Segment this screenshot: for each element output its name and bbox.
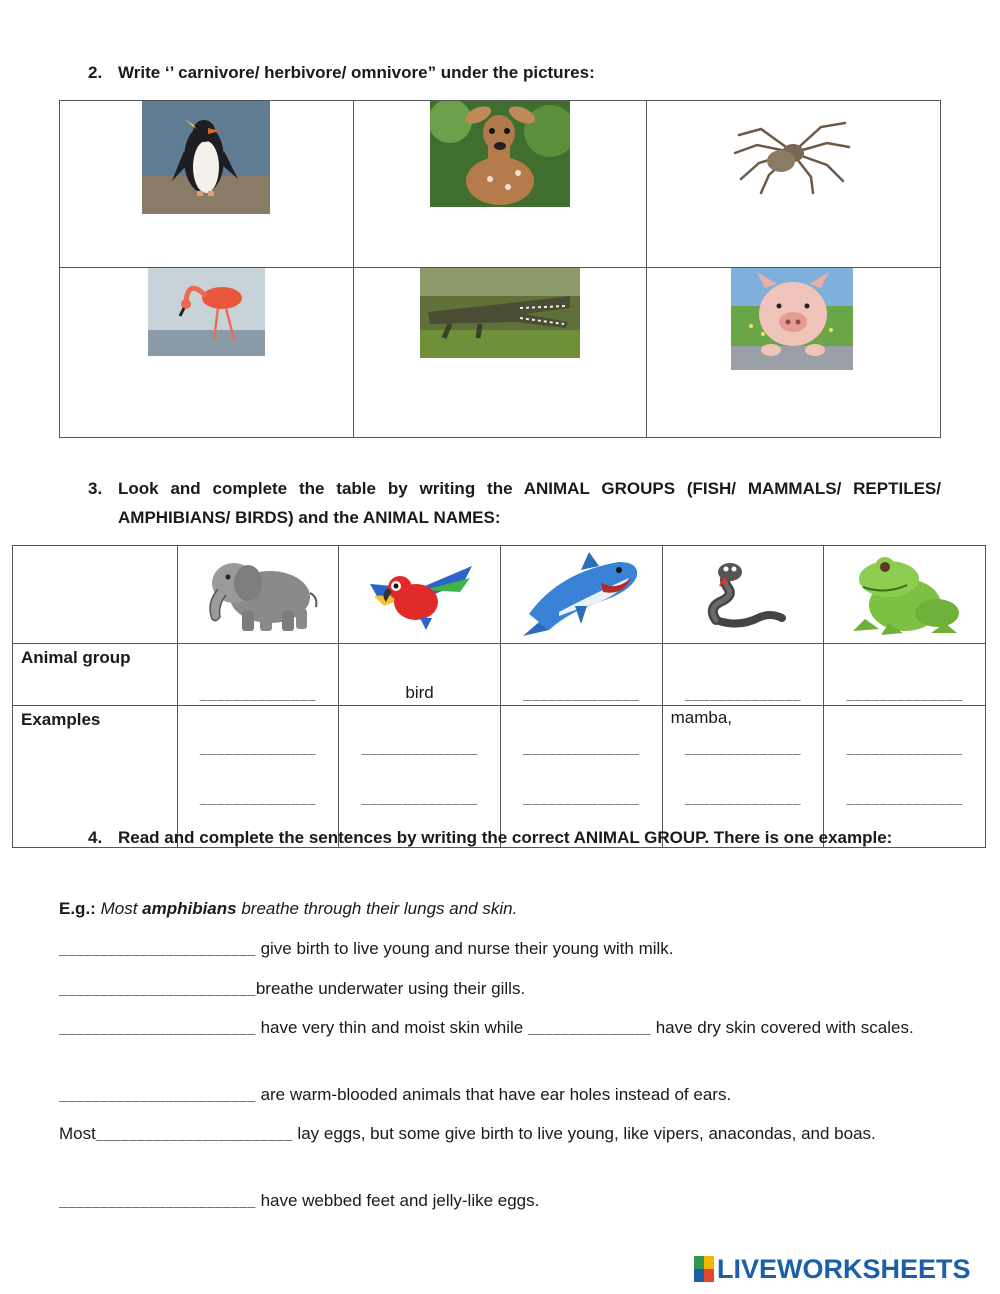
shark-icon: [519, 552, 643, 638]
liveworksheets-logo[interactable]: [694, 1252, 971, 1286]
animal-image-cell: [662, 546, 824, 644]
picture-cell[interactable]: [353, 101, 647, 268]
sentence-1: [59, 935, 941, 964]
sentence-3: [59, 1014, 941, 1043]
animal-image-cell: [500, 546, 662, 644]
question-text: Write ‘’ carnivore/ herbivore/ omnivore” under the pictures:: [118, 63, 595, 82]
animal-groups-table: [12, 545, 986, 848]
answer-blank[interactable]: ________________________: [59, 1089, 256, 1104]
animal-image-cell: [177, 546, 339, 644]
group-answer-cell[interactable]: [824, 644, 986, 706]
answer-blank[interactable]: ______________: [846, 688, 963, 703]
answer-blank[interactable]: ______________: [523, 742, 640, 757]
answer-blank[interactable]: ______________: [199, 792, 317, 807]
pig-picture: [731, 268, 853, 370]
group-answer-cell: [339, 644, 501, 706]
example-pre: Most: [100, 899, 143, 918]
row-label-examples: Examples: [13, 706, 178, 848]
animal-image-cell: [824, 546, 986, 644]
answer-blank[interactable]: ________________________: [59, 943, 256, 958]
sentence-4: [59, 1081, 941, 1110]
answer-blank[interactable]: ______________: [523, 688, 640, 703]
sentence-text: breathe underwater using their gills.: [255, 979, 526, 998]
sentence-text: Most: [59, 1124, 96, 1143]
answer-blank[interactable]: ________________________: [59, 1022, 256, 1037]
sentence-2: [59, 975, 941, 1004]
sentence-6: [59, 1187, 941, 1216]
picture-cell[interactable]: [60, 268, 354, 438]
crocodile-picture: [420, 268, 580, 358]
sentence-text: lay eggs, but some give birth to live young, like vipers, anacondas, and boas.: [292, 1124, 876, 1143]
answer-blank[interactable]: ______________: [523, 792, 640, 807]
group-answer-cell[interactable]: [177, 644, 339, 706]
question-number: 3.: [88, 479, 103, 498]
answer-blank[interactable]: ______________: [361, 742, 478, 757]
picture-cell[interactable]: [60, 101, 354, 268]
answer-blank[interactable]: ______________: [199, 688, 317, 703]
corner-cell: [13, 546, 178, 644]
flamingo-picture: [148, 268, 265, 356]
question-text: Read and complete the sentences by writing the correct ANIMAL GROUP. There is one example:: [118, 828, 893, 847]
picture-cell[interactable]: [647, 268, 941, 438]
group-example-value: bird: [405, 683, 434, 702]
group-answer-cell[interactable]: [662, 644, 824, 706]
frog-icon: [845, 553, 965, 637]
answer-blank[interactable]: ______________: [361, 792, 478, 807]
question-2-heading: [88, 58, 941, 87]
answer-blank[interactable]: ________________________: [95, 1128, 293, 1143]
example-label: E.g.:: [59, 899, 96, 918]
row-label-animal-group: Animal group: [13, 644, 178, 706]
question-3-heading: [88, 474, 941, 532]
example-answer: amphibians: [142, 899, 237, 918]
sentence-text: have webbed feet and jelly-like eggs.: [255, 1191, 540, 1210]
picture-cell[interactable]: [647, 101, 941, 268]
example-sentence: [59, 895, 941, 922]
answer-blank[interactable]: ________________________: [59, 1195, 256, 1210]
deer-picture: [430, 101, 570, 207]
brand-name: LIVEWORKSHEETS: [717, 1253, 971, 1284]
sentence-text: give birth to live young and nurse their young with milk.: [255, 939, 674, 958]
picture-cell[interactable]: [353, 268, 647, 438]
group-answer-cell[interactable]: [500, 644, 662, 706]
answer-blank[interactable]: ______________: [199, 742, 317, 757]
question-number: 2.: [88, 63, 103, 82]
answer-blank[interactable]: ______________: [846, 792, 963, 807]
sentence-text: are warm-blooded animals that have ear holes instead of ears.: [255, 1085, 732, 1104]
examples-prefill: mamba,: [670, 708, 733, 727]
answer-blank[interactable]: ______________: [684, 688, 802, 703]
question-number: 4.: [88, 828, 103, 847]
sentence-text: have dry skin covered with scales.: [651, 1018, 914, 1037]
snake-icon: [698, 560, 788, 630]
question-text: Look and complete the table by writing the ANIMAL GROUPS (FISH/ MAMMALS/ REPTILES/ AMPHIBIANS/ BIRDS) and the ANIMAL NAMES:: [118, 479, 941, 527]
spider-picture: [731, 109, 851, 195]
animal-image-cell: [339, 546, 501, 644]
diet-picture-grid: [59, 100, 941, 438]
answer-blank[interactable]: ________________________: [59, 983, 256, 998]
answer-blank[interactable]: _______________: [527, 1022, 651, 1037]
penguin-picture: [142, 101, 270, 214]
question-4-heading: [88, 823, 941, 852]
parrot-icon: [360, 558, 480, 632]
example-post: breathe through their lungs and skin.: [236, 899, 518, 918]
answer-blank[interactable]: ______________: [684, 742, 802, 757]
logo-mark-icon: [694, 1256, 714, 1282]
answer-blank[interactable]: ______________: [846, 742, 963, 757]
answer-blank[interactable]: ______________: [684, 792, 802, 807]
sentence-text: have very thin and moist skin while: [255, 1018, 528, 1037]
sentence-5: [59, 1120, 941, 1149]
elephant-icon: [188, 553, 328, 637]
